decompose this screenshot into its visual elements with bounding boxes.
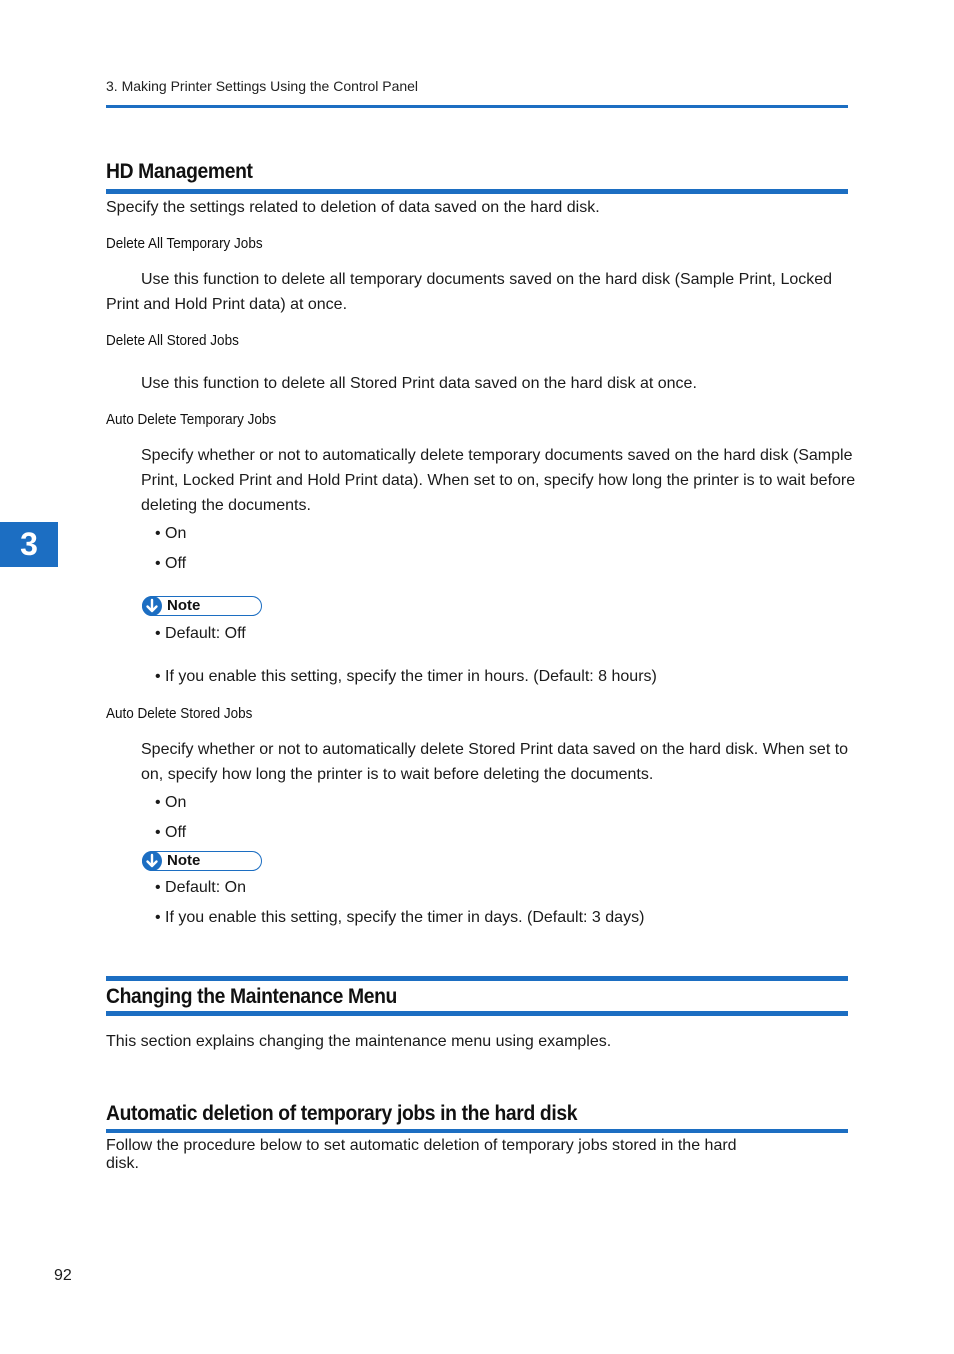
section-rule bbox=[106, 189, 848, 194]
section-rule bbox=[106, 976, 848, 981]
section-intro: Specify the settings related to deletion of data saved on the hard disk. bbox=[106, 199, 600, 216]
note-badge bbox=[142, 851, 262, 871]
paragraph-line: Specify whether or not to automatically delete Stored Print data saved on the hard disk. When set to bbox=[141, 741, 849, 758]
paragraph-line: Print, Locked Print and Hold Print data). When set to on, specify how long the printer is to wait before bbox=[141, 472, 856, 489]
paragraph-line: on, specify how long the printer is to wait before deleting the documents. bbox=[141, 766, 654, 783]
section-title-hd-management: HD Management bbox=[106, 160, 253, 183]
paragraph-line: Use this function to delete all Stored Print data saved on the hard disk at once. bbox=[141, 375, 697, 392]
list-item: • If you enable this setting, specify the timer in days. (Default: 3 days) bbox=[155, 909, 645, 926]
subsection-title: Delete All Temporary Jobs bbox=[106, 235, 263, 252]
section-title-auto-deletion: Automatic deletion of temporary jobs in the hard disk bbox=[106, 1102, 578, 1125]
list-item: • On bbox=[155, 525, 187, 542]
list-item: • Off bbox=[155, 824, 187, 841]
paragraph-line: disk. bbox=[106, 1155, 139, 1172]
list-item: • On bbox=[155, 794, 187, 811]
running-header: 3. Making Printer Settings Using the Control Panel bbox=[106, 78, 419, 94]
paragraph-line: deleting the documents. bbox=[141, 497, 311, 514]
list-item: • If you enable this setting, specify the timer in hours. (Default: 8 hours) bbox=[155, 668, 657, 685]
note-label: Note bbox=[167, 852, 201, 869]
subsection-title: Auto Delete Stored Jobs bbox=[106, 705, 253, 722]
list-item: • Off bbox=[155, 555, 187, 572]
paragraph-line: Print and Hold Print data) at once. bbox=[106, 296, 348, 313]
arrow-down-icon bbox=[142, 596, 162, 616]
paragraph-line: Follow the procedure below to set automatic deletion of temporary jobs stored in the hard bbox=[106, 1137, 737, 1154]
list-item: • Default: Off bbox=[155, 625, 246, 642]
paragraph-line: Use this function to delete all temporary documents saved on the hard disk (Sample Print, Locked bbox=[141, 271, 833, 288]
header-rule bbox=[106, 105, 848, 108]
note-badge bbox=[142, 596, 262, 616]
page-number: 92 bbox=[54, 1267, 72, 1284]
section-rule bbox=[106, 1011, 848, 1016]
section-intro: This section explains changing the maintenance menu using examples. bbox=[106, 1033, 612, 1050]
section-title-maintenance: Changing the Maintenance Menu bbox=[106, 985, 397, 1008]
section-rule bbox=[106, 1129, 848, 1133]
chapter-tab: 3 bbox=[0, 522, 58, 567]
arrow-down-icon bbox=[142, 851, 162, 871]
note-label: Note bbox=[167, 597, 201, 614]
list-item: • Default: On bbox=[155, 879, 246, 896]
subsection-title: Auto Delete Temporary Jobs bbox=[106, 411, 277, 428]
paragraph-line: Specify whether or not to automatically delete temporary documents saved on the hard disk (Sample bbox=[141, 447, 853, 464]
subsection-title: Delete All Stored Jobs bbox=[106, 332, 239, 349]
